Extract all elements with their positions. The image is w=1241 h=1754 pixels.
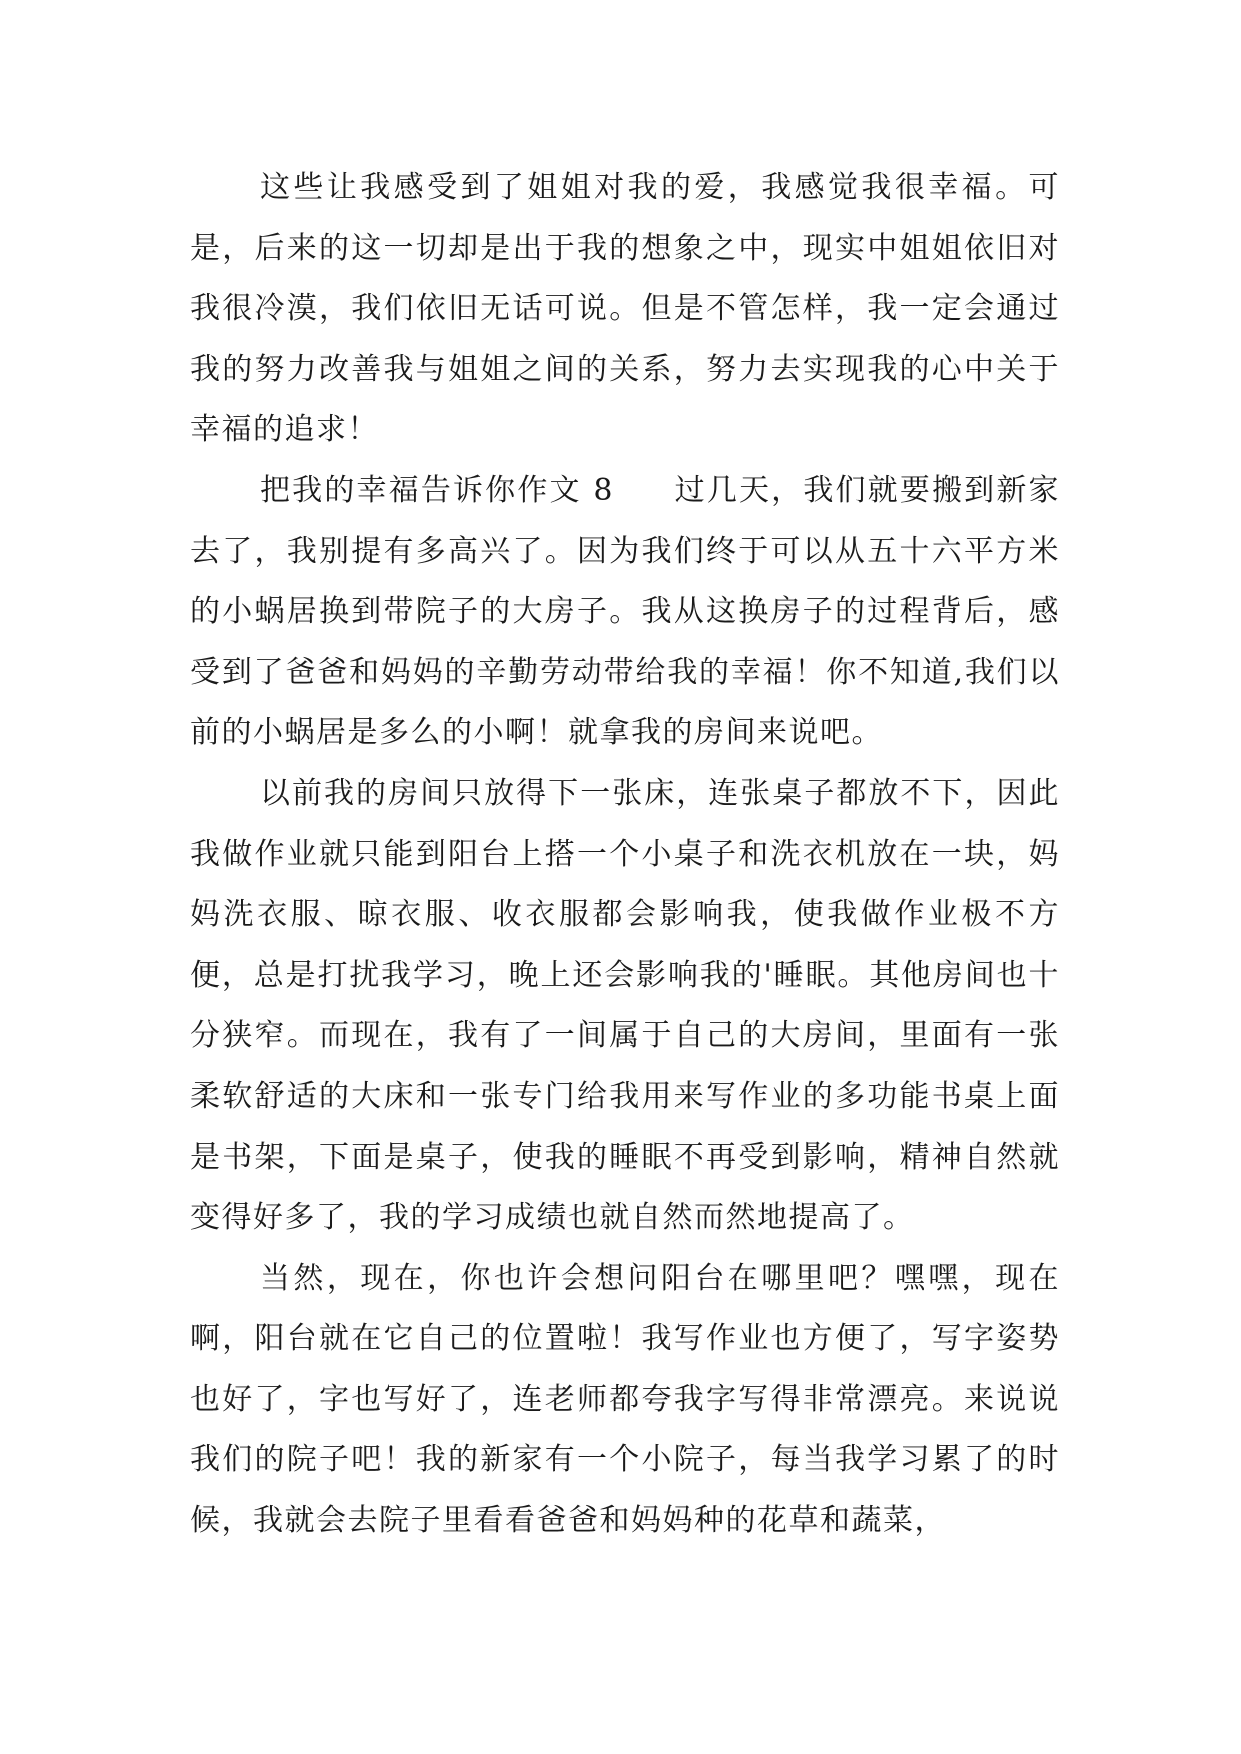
paragraph-1: 这些让我感受到了姐姐对我的爱，我感觉我很幸福。可是，后来的这一切却是出于我的想象之中，现实中姐姐依旧对我很冷漠，我们依旧无话可说。但是不管怎样，我一定会通过我的努力改善我与姐姐之间的关系，努力去实现我的心中关于幸福的追求！ [190,170,1060,448]
document-body [190,158,1060,1552]
paragraph-3: 以前我的房间只放得下一张床，连张桌子都放不下，因此我做作业就只能到阳台上搭一个小桌子和洗衣机放在一块，妈妈洗衣服、晾衣服、收衣服都会影响我，使我做作业极不方便，总是打扰我学习，晚上还会影响我的'睡眠。其他房间也十分狭窄。而现在，我有了一间属于自己的大房间，里面有一张柔软舒适的大床和一张专门给我用来写作业的多功能书桌上面是书架，下面是桌子，使我的睡眠不再受到影响，精神自然就变得好多了，我的学习成绩也就自然而然地提高了。 [190,775,1060,1236]
essay-first-paragraph: 过几天，我们就要搬到新家去了，我别提有多高兴了。因为我们终于可以从五十六平方米的小蜗居换到带院子的大房子。我从这换房子的过程背后，感受到了爸爸和妈妈的辛勤劳动带给我的幸福！你不知道,我们以前的小蜗居是多么的小啊！就拿我的房间来说吧。 [190,472,1061,751]
essay-heading: 把我的幸福告诉你作文 8 [260,472,614,508]
paragraph-4: 当然，现在，你也许会想问阳台在哪里吧？嘿嘿，现在啊，阳台就在它自己的位置啦！我写作业也方便了，写字姿势也好了，字也写好了，连老师都夸我字写得非常漂亮。来说说我们的院子吧！我的新家有一个小院子，每当我学习累了的时候，我就会去院子里看看爸爸和妈妈种的花草和蔬菜， [190,1260,1060,1539]
paragraph-2 [190,461,1060,764]
